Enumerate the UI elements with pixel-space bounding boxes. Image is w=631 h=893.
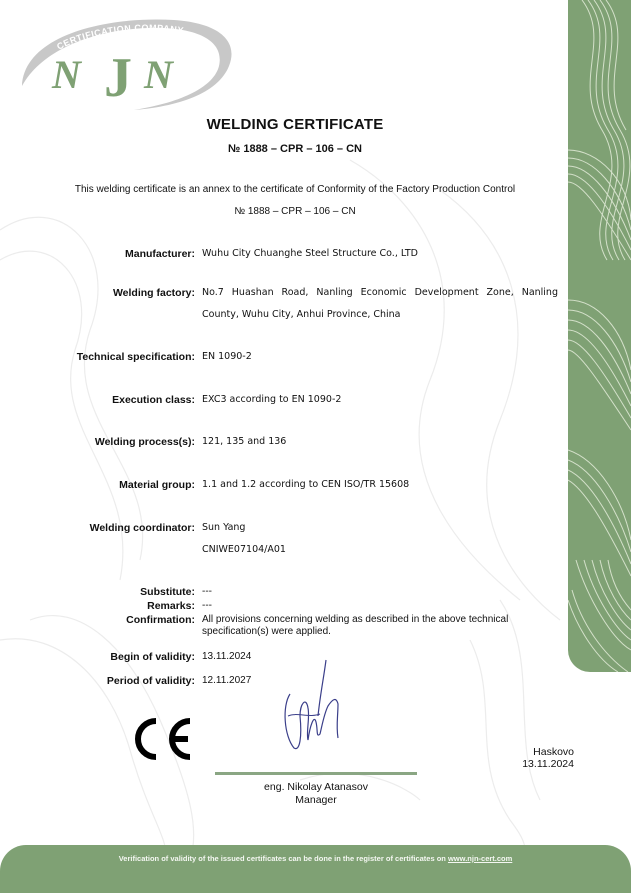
field-label: Period of validity:	[106, 675, 195, 687]
field-label: Confirmation:	[126, 614, 195, 626]
signer-role: Manager	[295, 794, 337, 806]
field-value: ---	[202, 586, 212, 597]
field-label: Material group:	[119, 479, 195, 491]
field-label: Remarks:	[147, 600, 195, 612]
ce-mark-icon	[128, 716, 194, 762]
footer-band	[0, 845, 631, 893]
njn-logo	[14, 6, 244, 116]
signer-name: eng. Nikolay Atanasov	[264, 781, 368, 793]
field-value: 1.1 and 1.2 according to CEN ISO/TR 15608	[202, 479, 410, 490]
svg-text:N: N	[52, 52, 81, 97]
certificate-title: WELDING CERTIFICATE	[206, 116, 384, 133]
intro-number: № 1888 – CPR – 106 – CN	[234, 206, 356, 217]
field-value: No.7 Huashan Road, Nanling Economic Development Zone, Nanling County, Wuhu City, Anhui Province, China	[202, 287, 558, 320]
field-value: EN 1090-2	[202, 351, 252, 362]
field-value: ---	[202, 600, 212, 611]
field-label: Substitute:	[140, 586, 195, 598]
logo-arc-text: CERTIFICATION COMPANY	[55, 22, 185, 52]
verification-note: Verification of validity of the issued certificates can be done in the register of certificates on	[118, 854, 448, 863]
svg-text:N: N	[144, 52, 173, 97]
place: Haskovo	[533, 746, 574, 758]
field-label: Manufacturer:	[124, 248, 195, 260]
field-value: 13.11.2024	[202, 651, 252, 662]
svg-text:J: J	[104, 47, 132, 109]
issue-date: 13.11.2024	[522, 758, 574, 770]
decorative-side-strip	[568, 0, 631, 672]
footer-text	[0, 854, 631, 863]
field-value: EXC3 according to EN 1090-2	[202, 394, 342, 405]
wave-pattern-icon	[568, 0, 631, 672]
place-date	[522, 746, 574, 770]
field-label: Welding coordinator:	[89, 522, 195, 534]
field-label: Begin of validity:	[110, 651, 195, 663]
field-label: Technical specification:	[76, 351, 195, 363]
certificate-number: № 1888 – CPR – 106 – CN	[228, 143, 362, 155]
field-value: All provisions concerning welding as described in the above technical specification(s) were applied.	[202, 614, 509, 637]
field-value: 12.11.2027	[202, 675, 252, 686]
field-label: Welding process(s):	[94, 436, 195, 448]
field-value: Wuhu City Chuanghe Steel Structure Co., LTD	[202, 248, 418, 259]
signature-line	[215, 772, 417, 775]
field-label: Welding factory:	[112, 287, 195, 299]
coordinator-name: Sun Yang	[202, 522, 246, 533]
field-label: Execution class:	[112, 394, 195, 406]
field-value: 121, 135 and 136	[202, 436, 287, 447]
website-link[interactable]: www.njn-cert.com	[447, 854, 513, 863]
coordinator-id: CNIWE07104/A01	[202, 544, 286, 555]
signature-icon	[280, 656, 350, 756]
intro-text: This welding certificate is an annex to the certificate of Conformity of the Factory Production Control	[74, 184, 516, 195]
